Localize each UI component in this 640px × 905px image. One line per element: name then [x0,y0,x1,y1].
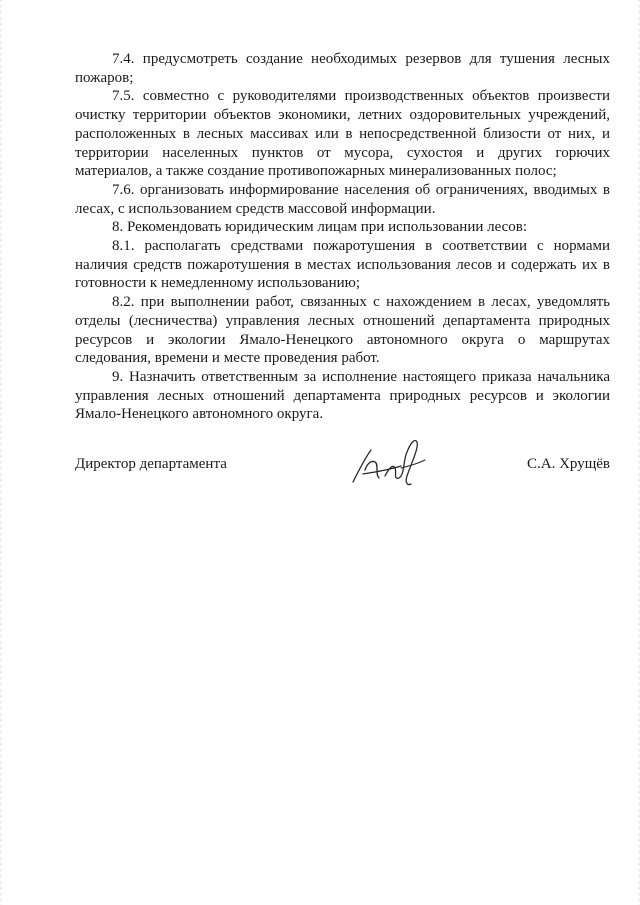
paragraph-7-4: 7.4. предусмотреть создание необходимых резервов для тушения лесных пожаров; [75,51,610,86]
handwritten-signature [345,430,435,490]
signatory-name: С.А. Хрущёв [526,456,610,472]
paragraph-8-1: 8.1. располагать средствами пожаротушения в соответствии с нормами наличия средств пожаротушения в местах использования лесов и содержать их в готовности к немедленному использованию; [75,238,610,292]
paragraph-7-6: 7.6. организовать информирование населения об ограничениях, вводимых в лесах, с использованием средств массовой информации. [75,181,610,217]
document-body [75,50,610,424]
paragraph-9: 9. Назначить ответственным за исполнение настоящего приказа начальника управления лесных отношений департамента природных ресурсов и экологии Ямало-Ненецкого автономного округа. [75,368,610,423]
paragraph-8: 8. Рекомендовать юридическим лицам при использовании лесов: [112,219,528,236]
signatory-role: Директор департамента [75,456,227,472]
scan-edge-left [0,0,2,905]
paragraph-7-5: 7.5. совместно с руководителями производственных объектов произвести очистку территории объектов экономики, летних оздоровительных учреждений, расположенных в лесных массивах или в непосредственной близости от них, и территории населенных пунктов от мусора, сухостоя и других горючих материалов, а также создание противопожарных минерализованных полос; [75,88,610,180]
paragraph-8-2: 8.2. при выполнении работ, связанных с нахождением в лесах, уведомлять отделы (лесничества) управления лесных отношений департамента природных ресурсов и экологии Ямало-Ненецкого автономного округа о маршрутах следования, времени и месте проведения работ. [75,294,610,367]
signature-block [75,430,610,490]
